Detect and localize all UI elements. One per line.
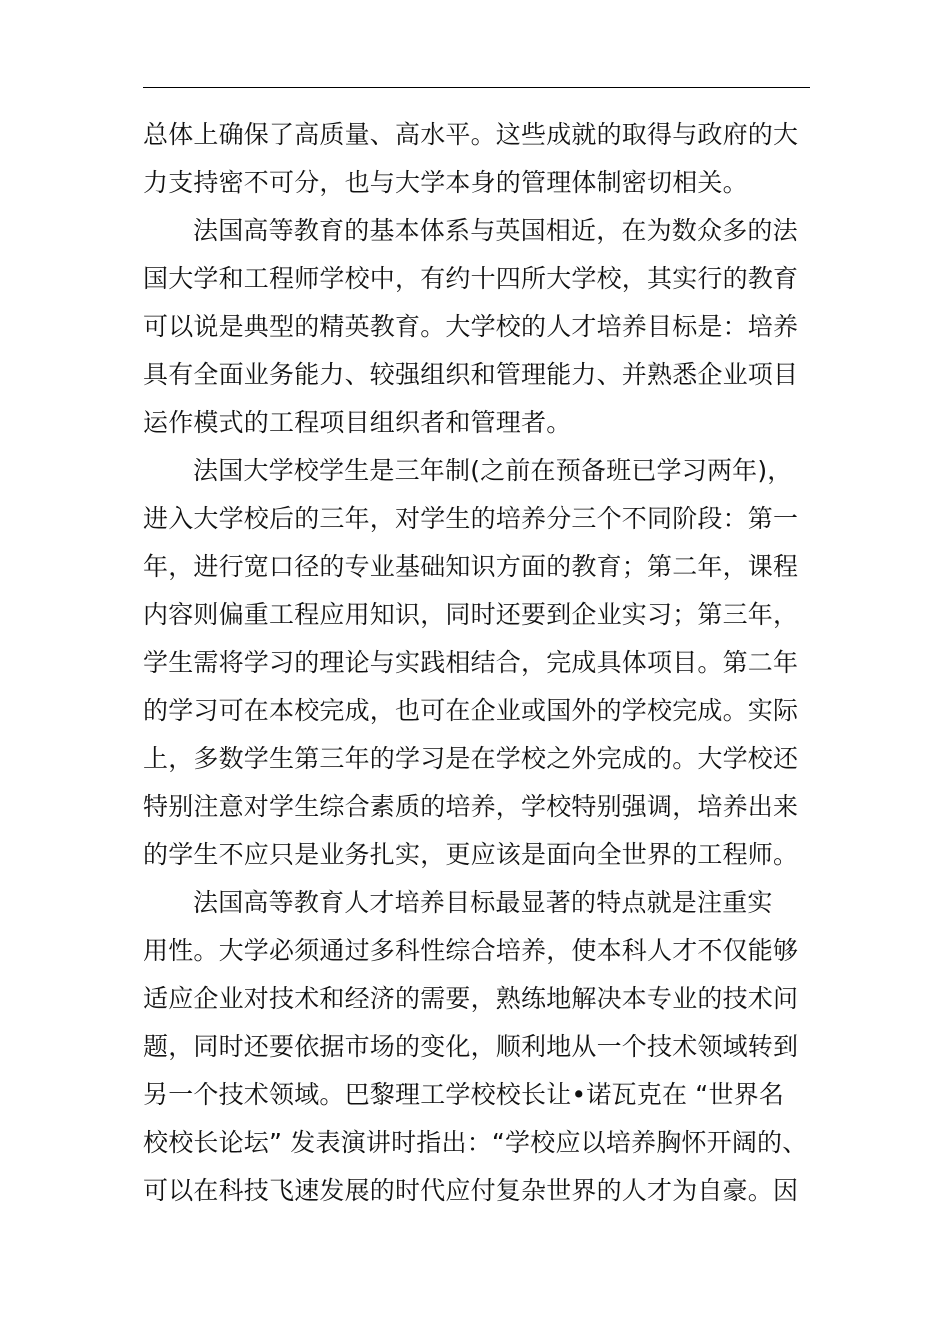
text-line: 的学习可在本校完成，也可在企业或国外的学校完成。实际	[143, 696, 799, 725]
text-line: 特别注意对学生综合素质的培养，学校特别强调，培养出来	[143, 792, 799, 821]
text-line: 用性。大学必须通过多科性综合培养，使本科人才不仅能够	[143, 936, 799, 965]
text-line: 适应企业对技术和经济的需要，熟练地解决本专业的技术问	[143, 984, 799, 1013]
text-line: 可以说是典型的精英教育。大学校的人才培养目标是：培养	[143, 312, 799, 341]
paragraph-start-line: 法国高等教育人才培养目标最显著的特点就是注重实	[193, 888, 773, 917]
text-line: 可以在科技飞速发展的时代应付复杂世界的人才为自豪。因	[143, 1176, 799, 1205]
text-line: 学生需将学习的理论与实践相结合，完成具体项目。第二年	[143, 648, 799, 677]
text-line: 运作模式的工程项目组织者和管理者。	[143, 408, 572, 437]
text-line: 力支持密不可分，也与大学本身的管理体制密切相关。	[143, 168, 748, 197]
document-body	[143, 111, 843, 1215]
text-line: 上，多数学生第三年的学习是在学校之外完成的。大学校还	[143, 744, 799, 773]
text-line: 另一个技术领域。巴黎理工学校校长让•诺瓦克在 “世界名	[143, 1080, 785, 1109]
text-line: 的学生不应只是业务扎实，更应该是面向全世界的工程师。	[143, 840, 799, 869]
paragraph-start-line: 法国大学校学生是三年制(之前在预备班已学习两年)，	[193, 456, 793, 485]
header-rule	[143, 87, 810, 88]
text-line: 校校长论坛” 发表演讲时指出：“学校应以培养胸怀开阔的、	[143, 1128, 808, 1157]
text-line: 总体上确保了高质量、高水平。这些成就的取得与政府的大	[143, 120, 799, 149]
text-line: 年，进行宽口径的专业基础知识方面的教育；第二年，课程	[143, 552, 799, 581]
text-line: 国大学和工程师学校中，有约十四所大学校，其实行的教育	[143, 264, 799, 293]
text-line: 进入大学校后的三年，对学生的培养分三个不同阶段：第一	[143, 504, 799, 533]
text-line: 题，同时还要依据市场的变化，顺利地从一个技术领域转到	[143, 1032, 799, 1061]
text-line: 具有全面业务能力、较强组织和管理能力、并熟悉企业项目	[143, 360, 799, 389]
text-line: 内容则偏重工程应用知识，同时还要到企业实习；第三年，	[143, 600, 799, 629]
paragraph-start-line: 法国高等教育的基本体系与英国相近，在为数众多的法	[193, 216, 798, 245]
